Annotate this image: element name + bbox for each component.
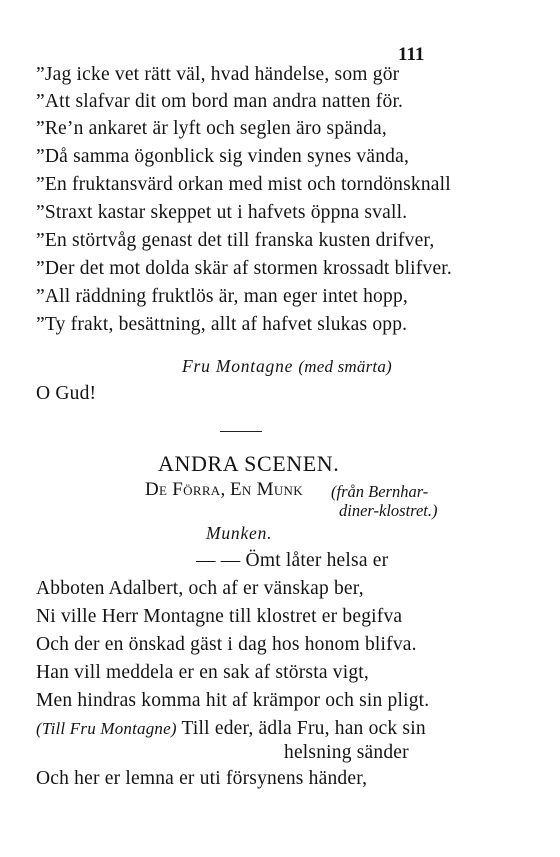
cast-entry: En Munk [230,479,303,500]
verse-line: ”Jag icke vet rätt väl, hvad händelse, som gör [36,64,400,85]
scene-divider [220,431,262,432]
cast-note: diner-klostret.) [339,501,438,520]
speech-line: helsning sänder [284,742,409,763]
speaker-heading [182,356,392,377]
speech-line: Och her er lemna er uti försynens händer, [36,768,368,789]
speaker-name: Fru Montagne [182,356,294,376]
verse-line: ”En fruktansvärd orkan med mist och torndönsknall [36,174,451,195]
speech-line: Men hindras komma hit af krämpor och sin pligt. [36,690,430,711]
speech-text: Till eder, ädla Fru, han ock sin [181,718,426,739]
cast-separator: , [220,479,230,500]
speech-line: Och der en önskad gäst i dag hos honom blifva. [36,634,417,655]
speech-line: — — Ömt låter helsa er [196,550,389,571]
speech-line [36,718,426,740]
scene-title: ANDRA SCENEN. [158,451,340,476]
verse-line: ”Der det mot dolda skär af stormen krossadt blifver. [36,258,452,279]
stage-direction: (Till Fru Montagne) [36,719,177,738]
cast-note: (från Bernhar- [331,482,429,501]
verse-line: ”Re’n ankaret är lyft och seglen äro spända, [36,118,387,139]
verse-line: ”Att slafvar dit om bord man andra natten för. [36,91,404,112]
speech-line: O Gud! [36,383,97,404]
verse-line: ”En störtvåg genast det till franska kusten drifver, [36,230,435,251]
speech-line: Ni ville Herr Montagne till klostret er begifva [36,606,403,627]
speech-line: Abboten Adalbert, och af er vänskap ber, [36,578,364,599]
page-number: 111 [398,44,425,65]
cast-list [145,479,303,501]
verse-line: ”Ty frakt, besättning, allt af hafvet slukas opp. [36,314,408,335]
speaker-name: Munken. [206,523,273,543]
speech-line: Han vill meddela er en sak af största vigt, [36,662,369,683]
verse-line: ”All räddning fruktlös är, man eger intet hopp, [36,286,408,307]
cast-entry: De Förra [145,479,221,500]
verse-line: ”Straxt kastar skeppet ut i hafvets öppna svall. [36,202,408,223]
verse-line: ”Då samma ögonblick sig vinden synes vända, [36,146,410,167]
stage-direction: (med smärta) [298,357,392,376]
